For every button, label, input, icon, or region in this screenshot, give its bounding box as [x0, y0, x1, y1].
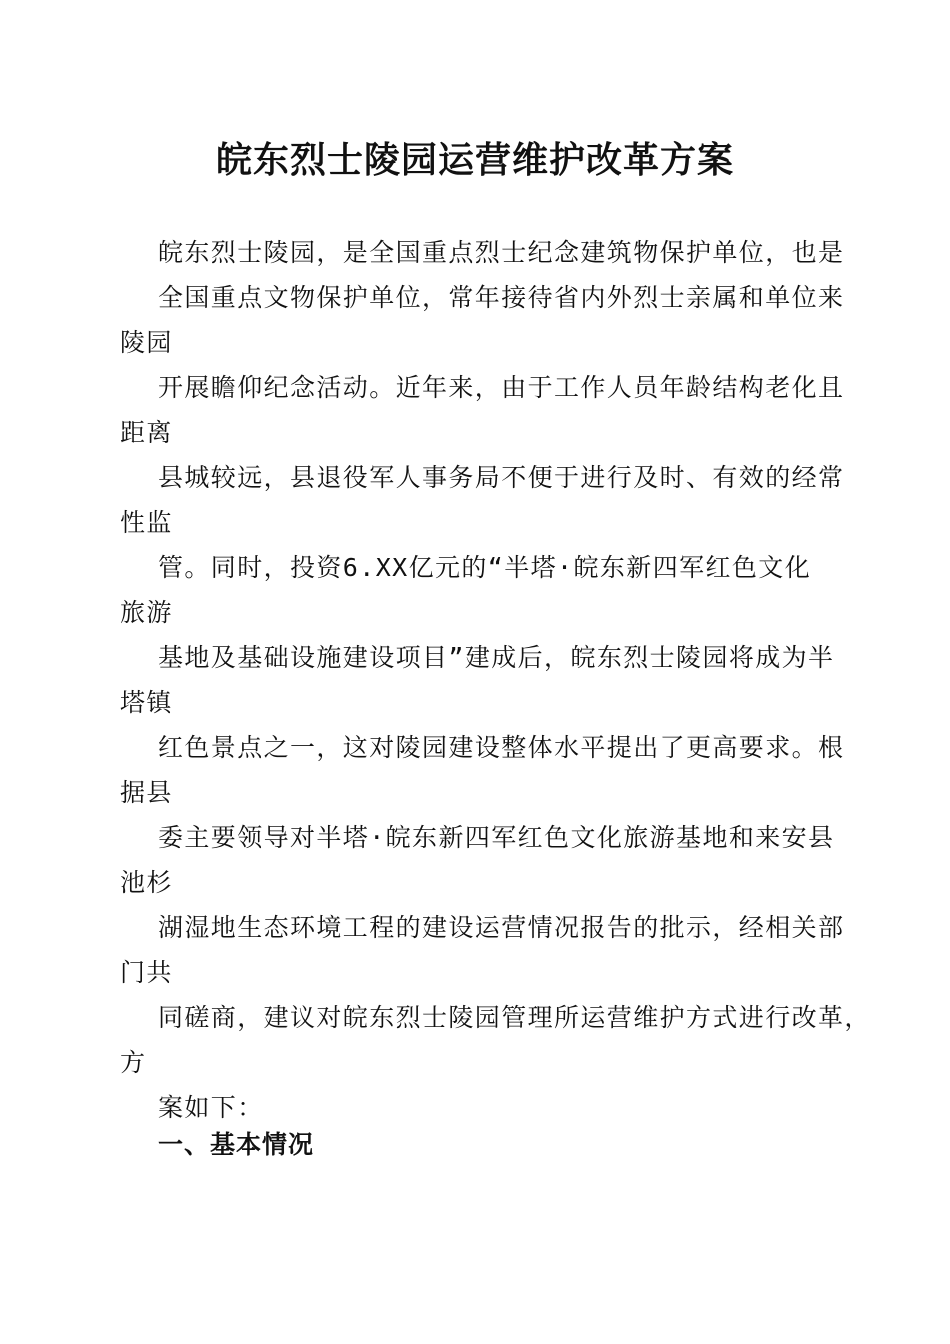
body-line: 池杉	[120, 868, 173, 897]
document-title: 皖东烈士陵园运营维护改革方案	[215, 139, 734, 181]
body-line: 红色景点之一，这对陵园建设整体水平提出了更高要求。根	[158, 733, 845, 762]
section-heading: 一、基本情况	[158, 1130, 315, 1159]
body-line: 全国重点文物保护单位，常年接待省内外烈士亲属和单位来	[158, 283, 845, 312]
body-line: 委主要领导对半塔·皖东新四军红色文化旅游基地和来安县	[158, 823, 835, 852]
body-line: 陵园	[120, 328, 173, 357]
body-line: 距离	[120, 418, 173, 447]
body-line: 据县	[120, 778, 173, 807]
body-line: 基地及基础设施建设项目”建成后，皖东烈士陵园将成为半	[158, 643, 835, 672]
body-line: 管。同时，投资6.XX亿元的“半塔·皖东新四军红色文化	[158, 553, 812, 582]
body-line: 门共	[120, 958, 173, 987]
body-line: 同磋商，建议对皖东烈士陵园管理所运营维护方式进行改革，	[158, 1003, 871, 1032]
body-line: 皖东烈士陵园，是全国重点烈士纪念建筑物保护单位，也是	[158, 238, 845, 267]
body-line: 塔镇	[120, 688, 173, 717]
body-line: 旅游	[120, 598, 173, 627]
body-line: 方	[120, 1048, 147, 1077]
body-line: 开展瞻仰纪念活动。近年来，由于工作人员年龄结构老化且	[158, 373, 845, 402]
body-line: 性监	[120, 508, 173, 537]
body-line: 案如下：	[158, 1093, 264, 1122]
body-line: 县城较远，县退役军人事务局不便于进行及时、有效的经常	[158, 463, 845, 492]
body-line: 湖湿地生态环境工程的建设运营情况报告的批示，经相关部	[158, 913, 845, 942]
